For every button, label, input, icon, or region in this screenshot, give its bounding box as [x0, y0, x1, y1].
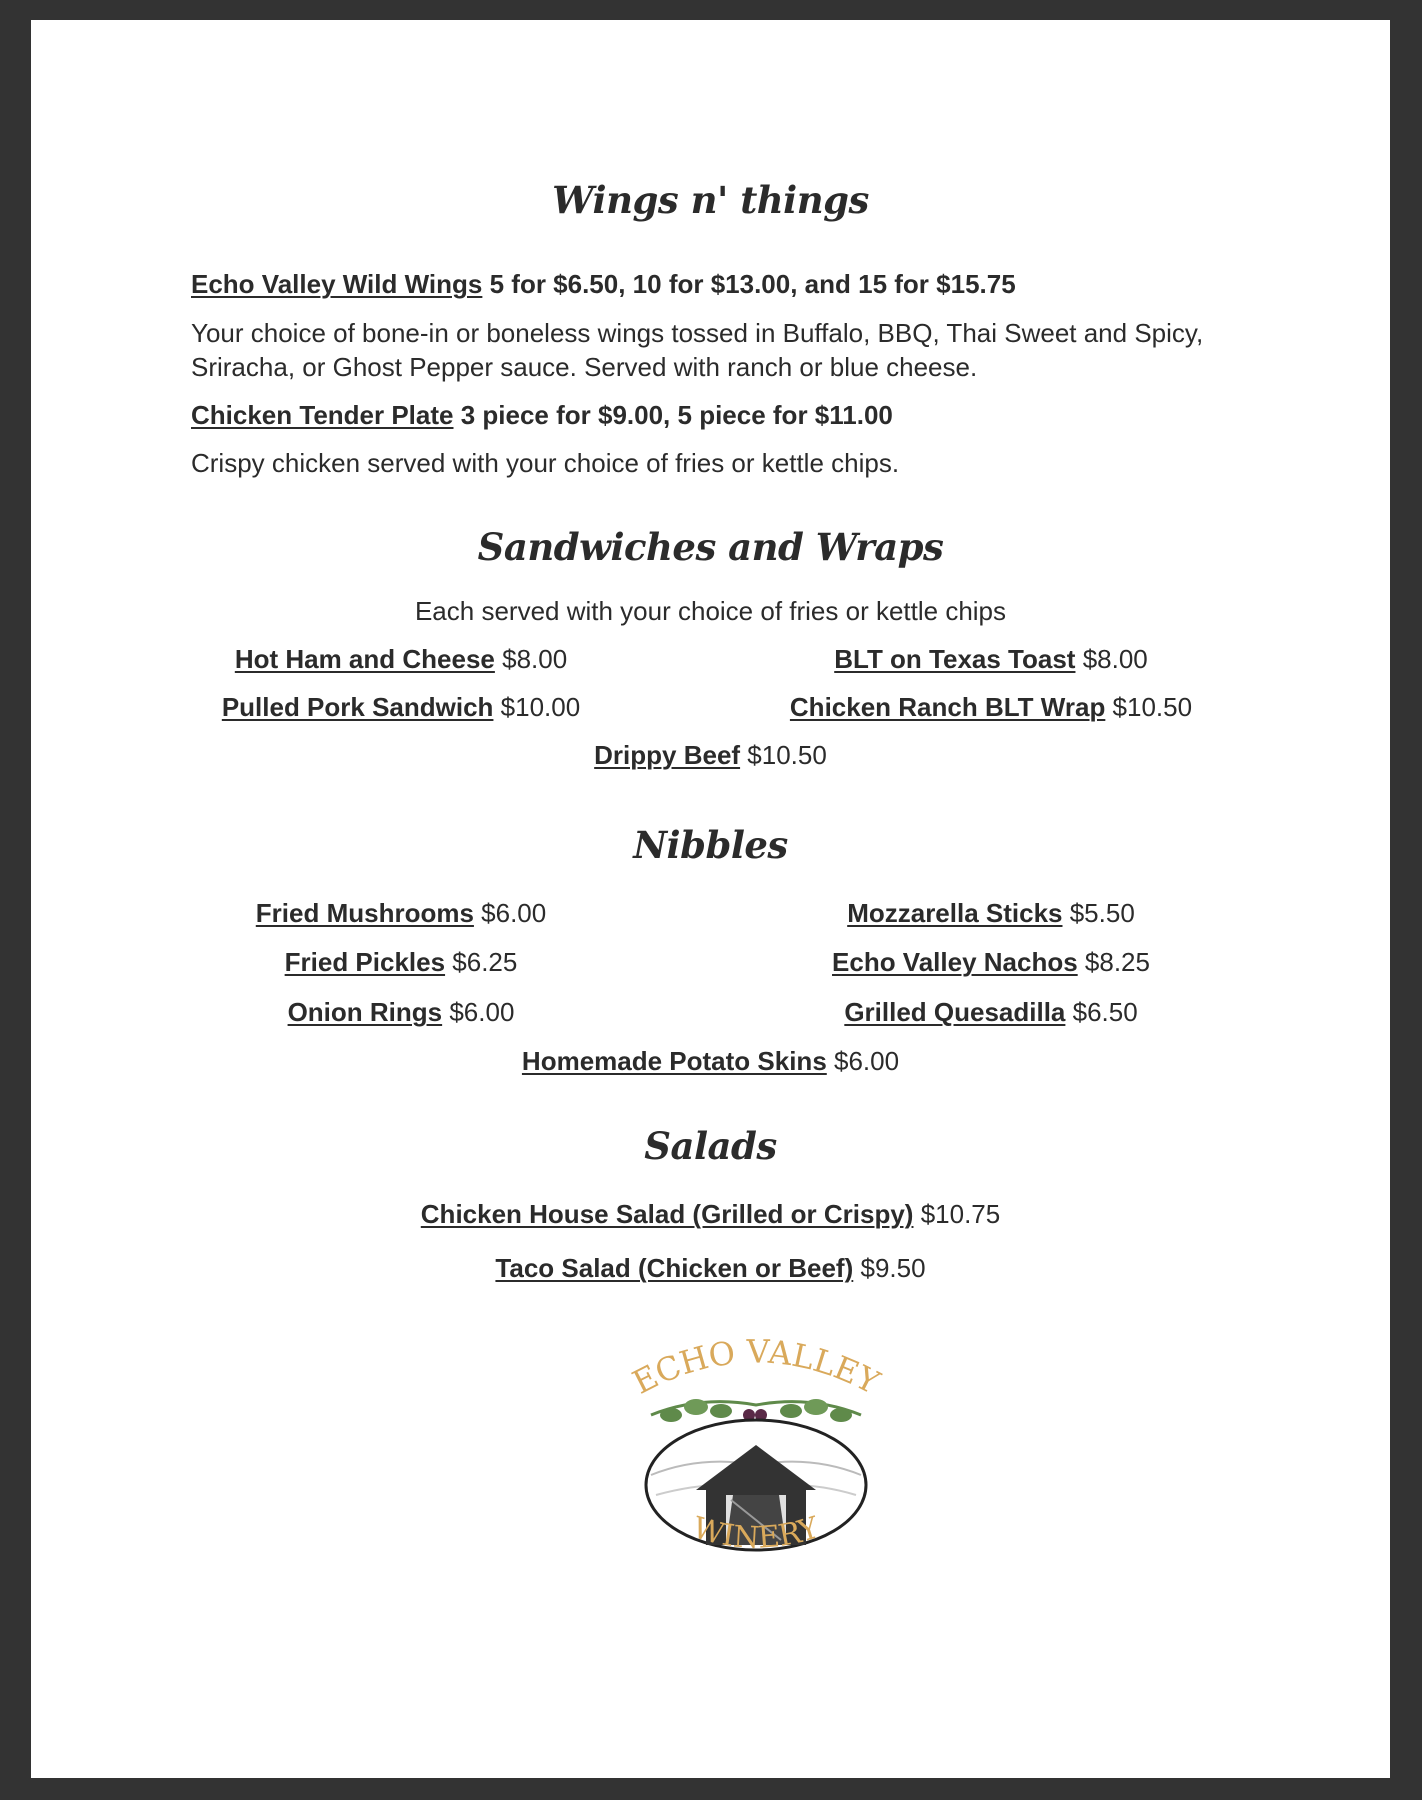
menu-item-hot-ham	[191, 642, 611, 676]
item-name: Echo Valley Nachos	[832, 947, 1078, 977]
item-name: Taco Salad (Chicken or Beef)	[495, 1253, 854, 1283]
menu-item-ranch-wrap	[771, 690, 1211, 724]
item-price: $6.00	[473, 898, 547, 928]
item-name: Chicken Ranch BLT Wrap	[789, 692, 1106, 722]
item-price: 5 for $6.50, 10 for $13.00, and 15 for $15.75	[482, 269, 1016, 299]
item-price: 3 piece for $9.00, 5 piece for $11.00	[453, 400, 893, 430]
menu-item-house-salad	[31, 1197, 1390, 1231]
menu-page	[31, 20, 1390, 1778]
item-name: BLT on Texas Toast	[834, 644, 1076, 674]
item-price: $10.00	[493, 692, 581, 722]
item-name: Drippy Beef	[594, 740, 741, 770]
item-price: $5.50	[1062, 898, 1135, 928]
item-price: $10.50	[1105, 692, 1193, 722]
wings-heading: Wings n' things	[552, 178, 869, 222]
chicken-tender-description: Crispy chicken served with your choice of fries or kettle chips.	[191, 448, 900, 478]
item-name: Chicken Tender Plate	[191, 400, 454, 430]
item-price: $9.50	[853, 1253, 926, 1283]
item-name: Fried Pickles	[284, 947, 446, 977]
item-price: $10.75	[913, 1199, 1001, 1229]
item-name: Onion Rings	[287, 997, 443, 1027]
item-price: $6.50	[1065, 997, 1138, 1027]
menu-item-onion-rings	[191, 995, 611, 1029]
echo-valley-winery-logo	[611, 1325, 901, 1585]
sandwiches-subtitle: Each served with your choice of fries or kettle chips	[414, 596, 1007, 626]
menu-item-fried-pickles	[191, 945, 611, 979]
item-price: $6.00	[442, 997, 515, 1027]
item-name: Grilled Quesadilla	[844, 997, 1066, 1027]
item-name: Pulled Pork Sandwich	[221, 692, 494, 722]
menu-item-mozzarella-sticks	[771, 896, 1211, 930]
item-price: $8.00	[1075, 644, 1148, 674]
salads-heading: Salads	[644, 1124, 777, 1168]
item-price: $8.25	[1077, 947, 1150, 977]
menu-item-wild-wings	[191, 267, 1016, 301]
sandwiches-heading: Sandwiches and Wraps	[477, 525, 944, 569]
menu-item-potato-skins	[31, 1044, 1390, 1078]
item-price: $6.00	[826, 1046, 900, 1076]
item-price: $8.00	[494, 644, 568, 674]
nibbles-heading: Nibbles	[633, 823, 788, 867]
menu-item-pulled-pork	[191, 690, 611, 724]
item-name: Hot Ham and Cheese	[234, 644, 495, 674]
logo-top-text: ECHO VALLEY	[626, 1332, 886, 1402]
item-price: $6.25	[445, 947, 518, 977]
item-name: Homemade Potato Skins	[521, 1046, 827, 1076]
menu-item-chicken-tender	[191, 398, 893, 432]
menu-item-quesadilla	[771, 995, 1211, 1029]
item-name: Echo Valley Wild Wings	[191, 269, 483, 299]
menu-item-blt	[771, 642, 1211, 676]
menu-item-fried-mushrooms	[191, 896, 611, 930]
wild-wings-description: Your choice of bone-in or boneless wings tossed in Buffalo, BBQ, Thai Sweet and Spicy, Sriracha, or Ghost Pepper sauce. Served with ranch or blue cheese.	[191, 318, 1204, 382]
item-price: $10.50	[740, 740, 827, 770]
item-name: Mozzarella Sticks	[847, 898, 1063, 928]
menu-item-drippy-beef	[31, 738, 1390, 772]
logo-bottom-text: WINERY	[688, 1510, 824, 1556]
item-name: Chicken House Salad (Grilled or Crispy)	[420, 1199, 914, 1229]
menu-item-taco-salad	[31, 1251, 1390, 1285]
item-name: Fried Mushrooms	[255, 898, 474, 928]
menu-item-nachos	[771, 945, 1211, 979]
